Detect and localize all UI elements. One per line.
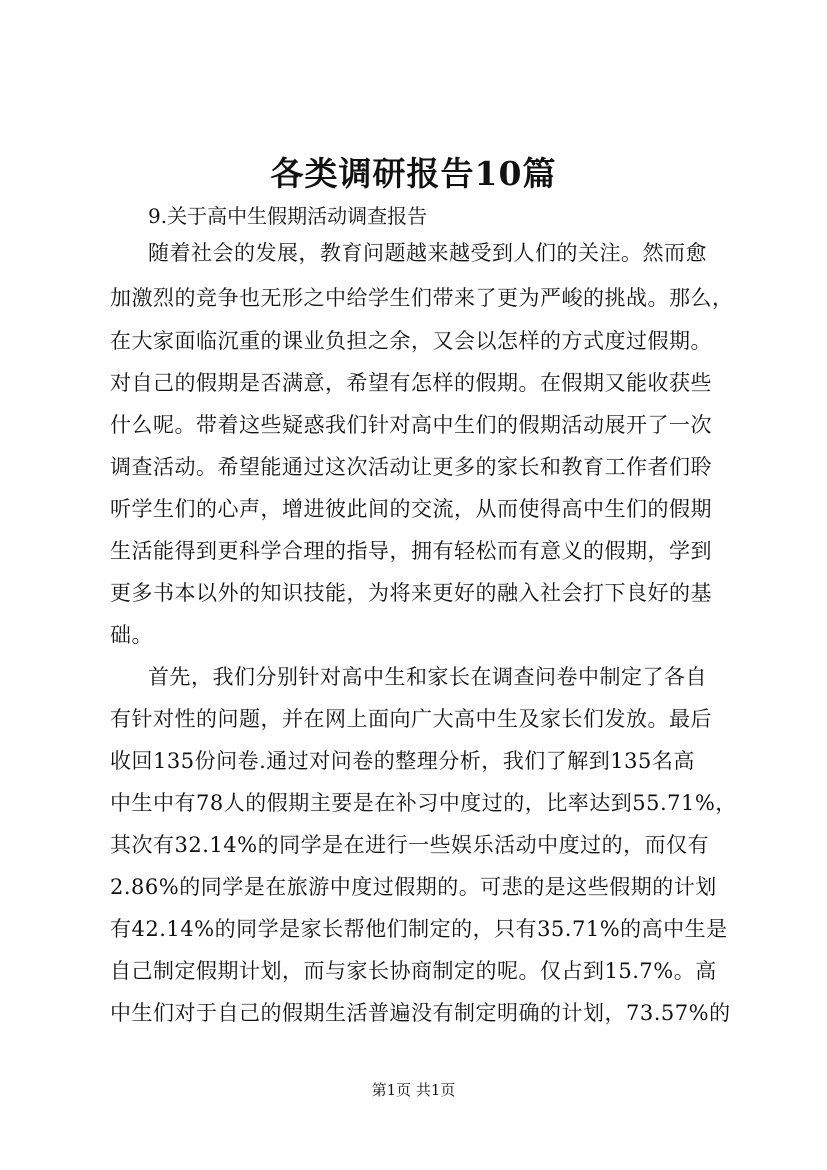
paragraph-line: 加激烈的竞争也无形之中给学生们带来了更为严峻的挑战。那么， — [110, 286, 734, 310]
paragraph-line: 听学生们的心声，增进彼此间的交流，从而使得高中生们的假期 — [110, 497, 712, 521]
paragraph-line: 中生中有78人的假期主要是在补习中度过的，比率达到55.71%， — [110, 791, 737, 815]
paragraph-line: 自己制定假期计划，而与家长协商制定的呢。仅占到15.7%。高 — [110, 959, 717, 983]
document-subtitle: 9.关于高中生假期活动调查报告 — [148, 204, 428, 228]
paragraph-line: 础。 — [110, 623, 153, 647]
paragraph-line: 首先，我们分别针对高中生和家长在调查问卷中制定了各自 — [148, 665, 707, 689]
paragraph-line: 中生们对于自己的假期生活普遍没有制定明确的计划，73.57%的 — [110, 1001, 731, 1025]
paragraph-line: 有42.14%的同学是家长帮他们制定的，只有35.71%的高中生是 — [110, 917, 728, 941]
paragraph-line: 什么呢。带着这些疑惑我们针对高中生们的假期活动展开了一次 — [110, 413, 712, 437]
paragraph-line: 其次有32.14%的同学是在进行一些娱乐活动中度过的，而仅有 — [110, 833, 710, 857]
page-footer: 第1页 共1页 — [371, 1081, 456, 1099]
paragraph-line: 对自己的假期是否满意，希望有怎样的假期。在假期又能收获些 — [110, 371, 712, 395]
paragraph-line: 在大家面临沉重的课业负担之余，又会以怎样的方式度过假期。 — [110, 329, 712, 353]
paragraph-line: 有针对性的问题，并在网上面向广大高中生及家长们发放。最后 — [110, 707, 712, 731]
paragraph-line: 收回135份问卷.通过对问卷的整理分析，我们了解到135名高 — [110, 749, 695, 773]
paragraph-line: 调查活动。希望能通过这次活动让更多的家长和教育工作者们聆 — [110, 455, 712, 479]
paragraph-line: 更多书本以外的知识技能，为将来更好的融入社会打下良好的基 — [110, 581, 712, 605]
paragraph-line: 随着社会的发展，教育问题越来越受到人们的关注。然而愈 — [148, 241, 707, 265]
paragraph-line: 生活能得到更科学合理的指导，拥有轻松而有意义的假期，学到 — [110, 539, 712, 563]
document-title: 各类调研报告10篇 — [270, 154, 557, 193]
paragraph-line: 2.86%的同学是在旅游中度过假期的。可悲的是这些假期的计划 — [110, 875, 717, 899]
